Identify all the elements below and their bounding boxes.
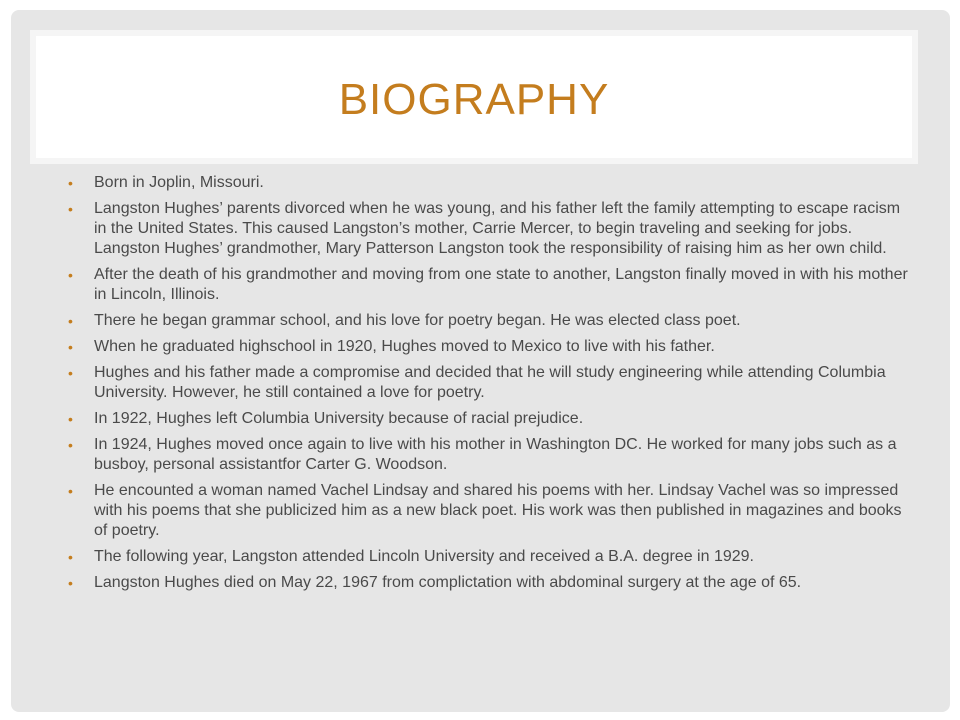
bullet-dot-icon: • bbox=[68, 267, 73, 283]
bullet-dot-icon: • bbox=[68, 483, 73, 499]
bullet-item bbox=[66, 199, 916, 259]
bullet-text: When he graduated highschool in 1920, Hughes moved to Mexico to live with his father. bbox=[94, 338, 715, 355]
title-box bbox=[30, 30, 918, 164]
bullet-text: Born in Joplin, Missouri. bbox=[94, 174, 264, 191]
bullet-item bbox=[66, 573, 916, 593]
slide bbox=[11, 10, 950, 712]
bullet-text: Langston Hughes died on May 22, 1967 from complictation with abdominal surgery at the age of 65. bbox=[94, 574, 802, 591]
bullet-text: In 1922, Hughes left Columbia University because of racial prejudice. bbox=[94, 410, 584, 427]
bullet-item bbox=[66, 173, 916, 193]
bullet-item bbox=[66, 311, 916, 331]
bullet-item bbox=[66, 435, 916, 475]
bullet-dot-icon: • bbox=[68, 365, 73, 381]
bullet-dot-icon: • bbox=[68, 201, 73, 217]
bullet-text: Hughes and his father made a compromise and decided that he will study engineering while attending Columbia University. However, he still contained a love for poetry. bbox=[94, 364, 886, 401]
bullet-dot-icon: • bbox=[68, 313, 73, 329]
bullet-dot-icon: • bbox=[68, 437, 73, 453]
bullet-dot-icon: • bbox=[68, 549, 73, 565]
bullet-item bbox=[66, 265, 916, 305]
bullet-text: Langston Hughes’ parents divorced when he was young, and his father left the family attempting to escape racism in the United States. This caused Langston’s mother, Carrie Mercer, to begin traveling and seeking for jobs. Langston Hughes’ grandmother, Mary Patterson Langston took the responsibility of raising him as her own child. bbox=[94, 200, 901, 257]
bullet-item bbox=[66, 409, 916, 429]
bullet-text: There he began grammar school, and his love for poetry began. He was elected class poet. bbox=[94, 312, 741, 329]
bullet-text: In 1924, Hughes moved once again to live with his mother in Washington DC. He worked for many jobs such as a busboy, personal assistantfor Carter G. Woodson. bbox=[94, 436, 897, 473]
bullet-item bbox=[66, 337, 916, 357]
bullet-text: The following year, Langston attended Lincoln University and received a B.A. degree in 1929. bbox=[94, 548, 754, 565]
bullet-dot-icon: • bbox=[68, 411, 73, 427]
bullet-text: He encounted a woman named Vachel Lindsay and shared his poems with her. Lindsay Vachel was so impressed with his poems that she publicized him as a new black poet. His work was then published in magazines and books of poetry. bbox=[94, 482, 902, 539]
bullet-list bbox=[66, 173, 916, 599]
bullet-item bbox=[66, 547, 916, 567]
bullet-dot-icon: • bbox=[68, 575, 73, 591]
slide-title: BIOGRAPHY bbox=[338, 75, 610, 124]
bullet-item bbox=[66, 363, 916, 403]
bullet-text: After the death of his grandmother and moving from one state to another, Langston finally moved in with his mother in Lincoln, Illinois. bbox=[94, 266, 908, 303]
bullet-dot-icon: • bbox=[68, 339, 73, 355]
bullet-item bbox=[66, 481, 916, 541]
bullet-dot-icon: • bbox=[68, 175, 73, 191]
